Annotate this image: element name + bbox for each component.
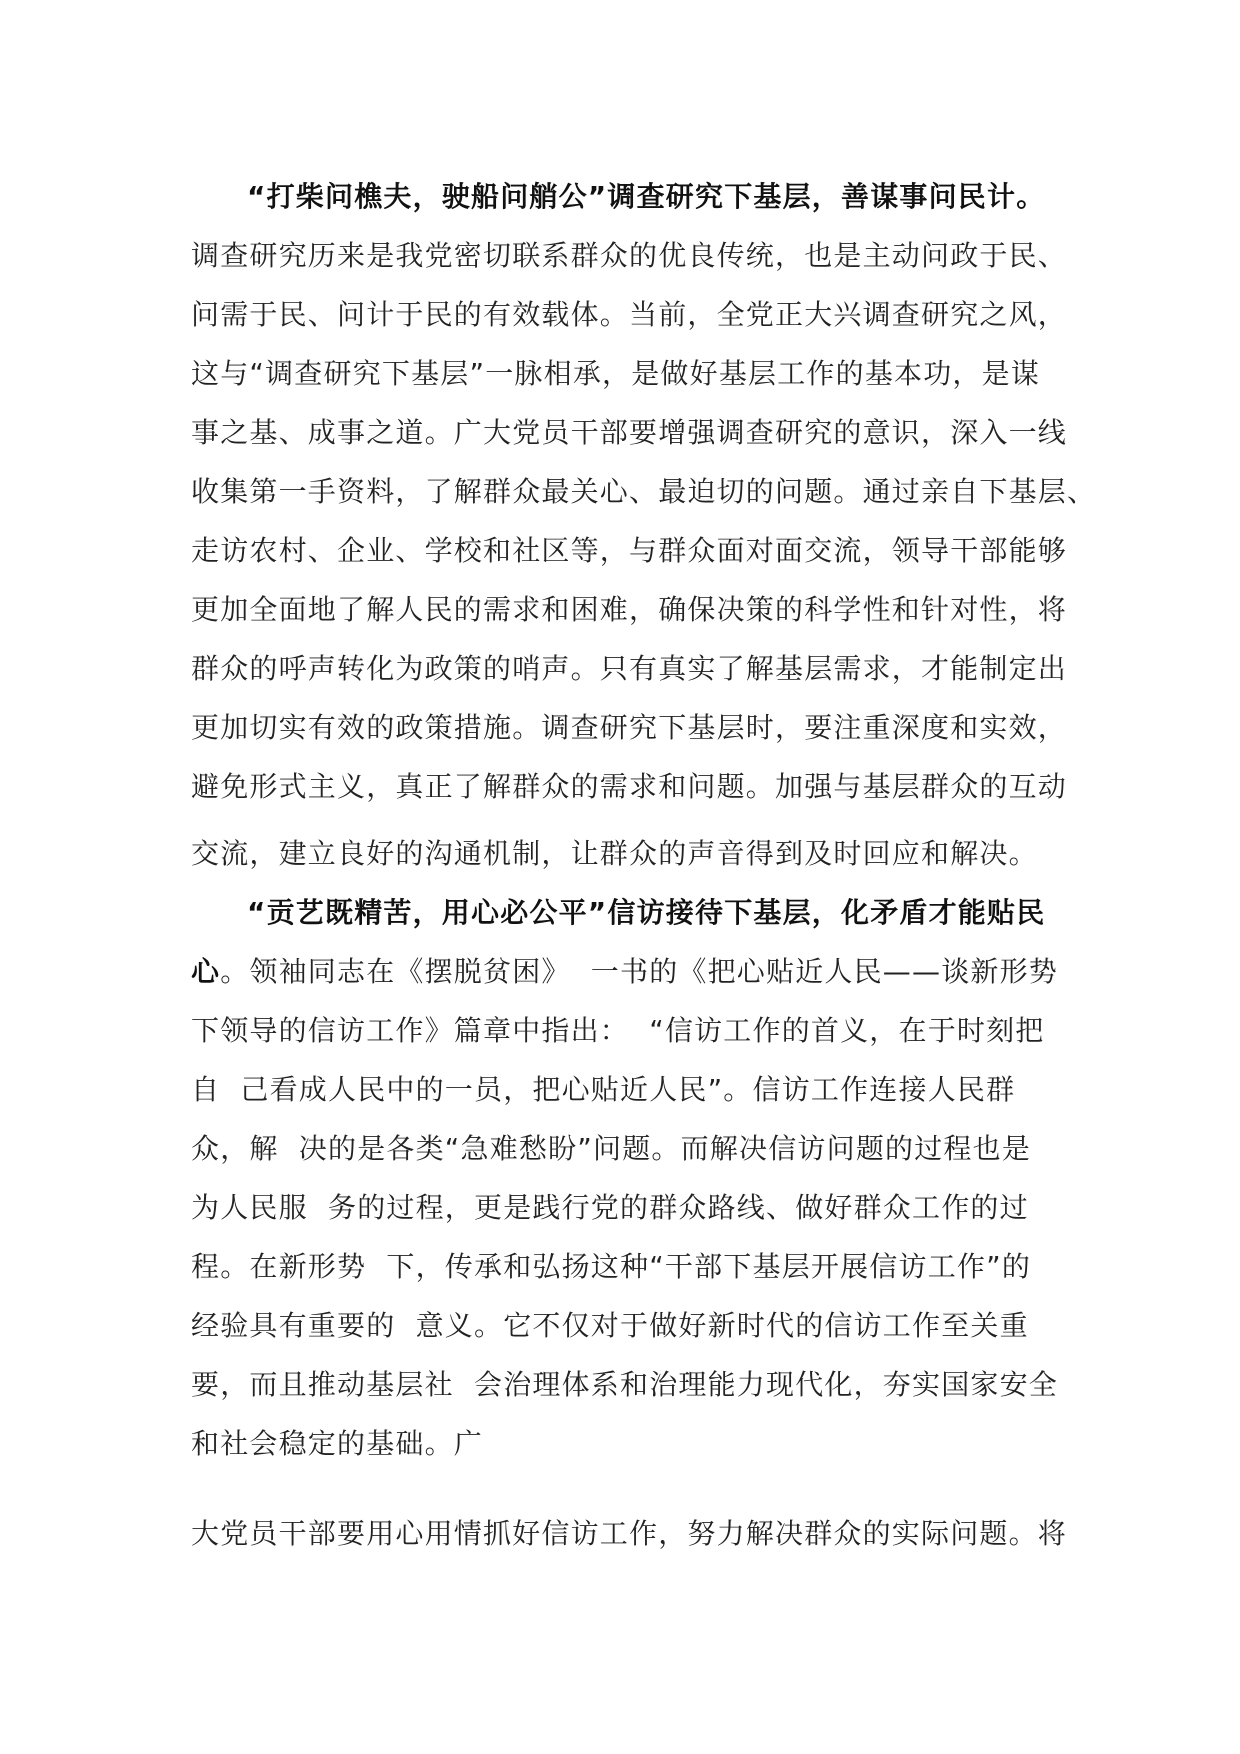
paragraph-research [191, 167, 1097, 883]
document-body [191, 167, 1097, 1563]
body-line: 更加全面地了解人民的需求和困难，确保决策的科学性和针对性，将 [191, 593, 1068, 626]
body-line: 交流，建立良好的沟通机制，让群众的声音得到及时回应和解决。 [191, 837, 1038, 870]
body-line: 要，而且推动基层社 会治理体系和治理能力现代化，夯实国家安全 [191, 1368, 1059, 1401]
body-line: 问需于民、问计于民的有效载体。当前，全党正大兴调查研究之风， [191, 298, 1068, 331]
body-line: 和社会稳定的基础。广 [191, 1427, 484, 1460]
body-line: 大党员干部要用心用情抓好信访工作，努力解决群众的实际问题。将 [191, 1517, 1068, 1550]
body-text: 。领袖同志在《摆脱贫困》 一书的《把心贴近人民——谈新形势 [220, 955, 1059, 988]
paragraph-heading-end: 心 [191, 955, 221, 988]
body-line: 避免形式主义，真正了解群众的需求和问题。加强与基层群众的互动 [191, 770, 1068, 803]
body-line [191, 942, 1059, 1001]
paragraph-heading: “打柴问樵夫，驶船问艄公”调查研究下基层，善谋事问民计。 [247, 180, 1046, 213]
body-line: 众，解 决的是各类“急难愁盼”问题。而解决信访问题的过程也是 [191, 1132, 1032, 1165]
body-line: 经验具有重要的 意义。它不仅对于做好新时代的信访工作至关重 [191, 1309, 1029, 1342]
body-line: 程。在新形势 下，传承和弘扬这种“干部下基层开展信访工作”的 [191, 1250, 1032, 1283]
body-line: 下领导的信访工作》篇章中指出： “信访工作的首义，在于时刻把 [191, 1014, 1045, 1047]
body-line: 收集第一手资料，了解群众最关心、最迫切的问题。通过亲自下基层、 [191, 475, 1097, 508]
body-line: 调查研究历来是我党密切联系群众的优良传统，也是主动问政于民、 [191, 239, 1068, 272]
body-line: 自 己看成人民中的一员，把心贴近人民”。信访工作连接人民群 [191, 1073, 1016, 1106]
body-line: 群众的呼声转化为政策的哨声。只有真实了解基层需求，才能制定出 [191, 652, 1068, 685]
body-line: 走访农村、企业、学校和社区等，与群众面对面交流，领导干部能够 [191, 534, 1068, 567]
paragraph-heading: “贡艺既精苦，用心必公平”信访接待下基层，化矛盾才能贴民 [247, 896, 1046, 929]
body-line: 这与“调查研究下基层”一脉相承，是做好基层工作的基本功，是谋 [191, 357, 1041, 390]
paragraph-continuation [191, 1504, 1068, 1563]
paragraph-petitions [191, 883, 1059, 1473]
body-line: 事之基、成事之道。广大党员干部要增强调查研究的意识，深入一线 [191, 416, 1068, 449]
body-line: 更加切实有效的政策措施。调查研究下基层时，要注重深度和实效， [191, 711, 1068, 744]
body-line: 为人民服 务的过程，更是践行党的群众路线、做好群众工作的过 [191, 1191, 1029, 1224]
